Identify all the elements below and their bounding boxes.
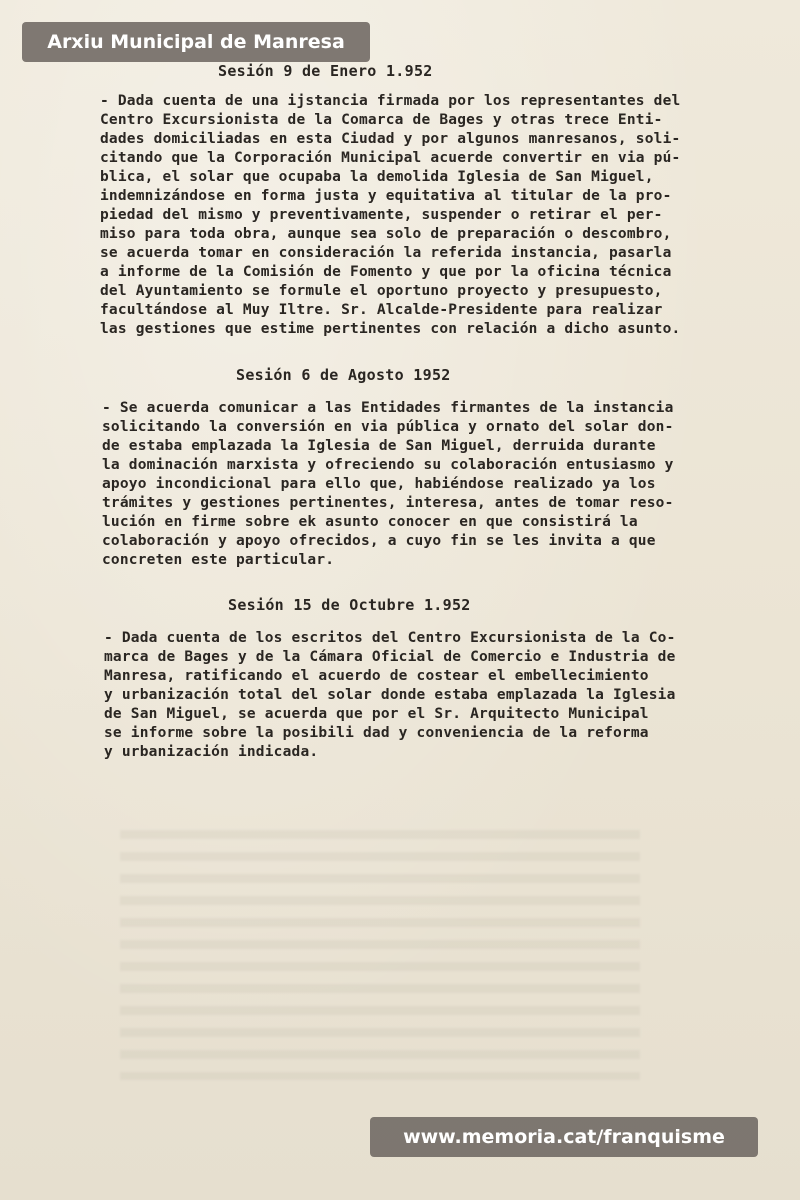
text-line: se informe sobre la posibili dad y conveniencia de la reforma — [104, 725, 649, 741]
text-line: - Se acuerda comunicar a las Entidades firmantes de la instancia — [102, 400, 674, 416]
text-line: colaboración y apoyo ofrecidos, a cuyo fin se les invita a que — [102, 533, 656, 549]
text-line: del Ayuntamiento se formule el oportuno proyecto y presupuesto, — [100, 283, 663, 299]
text-line: se acuerda tomar en consideración la referida instancia, pasarla — [100, 245, 672, 261]
text-line: indemnizándose en forma justa y equitativa al titular de la pro- — [100, 188, 672, 204]
text-line: solicitando la conversión en via pública y ornato del solar don- — [102, 419, 674, 435]
text-line: y urbanización indicada. — [104, 744, 319, 760]
session-heading-1: Sesión 9 de Enero 1.952 — [218, 62, 433, 80]
archive-watermark: Arxiu Municipal de Manresa — [22, 22, 370, 62]
text-line: citando que la Corporación Municipal acuerde convertir en via pú- — [100, 150, 681, 166]
bleed-through-text — [120, 830, 640, 1080]
session-heading-3: Sesión 15 de Octubre 1.952 — [228, 596, 471, 614]
text-line: trámites y gestiones pertinentes, interesa, antes de tomar reso- — [102, 495, 674, 511]
text-line: las gestiones que estime pertinentes con relación a dicho asunto. — [100, 321, 681, 337]
site-watermark: www.memoria.cat/franquisme — [370, 1117, 758, 1157]
text-line: miso para toda obra, aunque sea solo de preparación o descombro, — [100, 226, 672, 242]
session-heading-2: Sesión 6 de Agosto 1952 — [236, 366, 451, 384]
text-line: - Dada cuenta de los escritos del Centro Excursionista de la Co- — [104, 630, 676, 646]
text-line: de estaba emplazada la Iglesia de San Miguel, derruida durante — [102, 438, 656, 454]
text-line: lución en firme sobre ek asunto conocer en que consistirá la — [102, 514, 638, 530]
text-line: la dominación marxista y ofreciendo su colaboración entusiasmo y — [102, 457, 674, 473]
text-line: blica, el solar que ocupaba la demolida Iglesia de San Miguel, — [100, 169, 654, 185]
text-line: marca de Bages y de la Cámara Oficial de Comercio e Industria de — [104, 649, 676, 665]
text-line: a informe de la Comisión de Fomento y que por la oficina técnica — [100, 264, 672, 280]
text-line: - Dada cuenta de una ijstancia firmada por los representantes del — [100, 93, 681, 109]
text-line: de San Miguel, se acuerda que por el Sr. Arquitecto Municipal — [104, 706, 649, 722]
text-line: Centro Excursionista de la Comarca de Bages y otras trece Enti- — [100, 112, 663, 128]
text-line: concreten este particular. — [102, 552, 335, 568]
text-line: y urbanización total del solar donde estaba emplazada la Iglesia — [104, 687, 676, 703]
text-line: piedad del mismo y preventivamente, suspender o retirar el per- — [100, 207, 663, 223]
text-line: facultándose al Muy Iltre. Sr. Alcalde-Presidente para realizar — [100, 302, 663, 318]
text-line: apoyo incondicional para ello que, habiéndose realizado ya los — [102, 476, 656, 492]
text-line: Manresa, ratificando el acuerdo de costear el embellecimiento — [104, 668, 649, 684]
text-line: dades domiciliadas en esta Ciudad y por algunos manresanos, soli- — [100, 131, 681, 147]
